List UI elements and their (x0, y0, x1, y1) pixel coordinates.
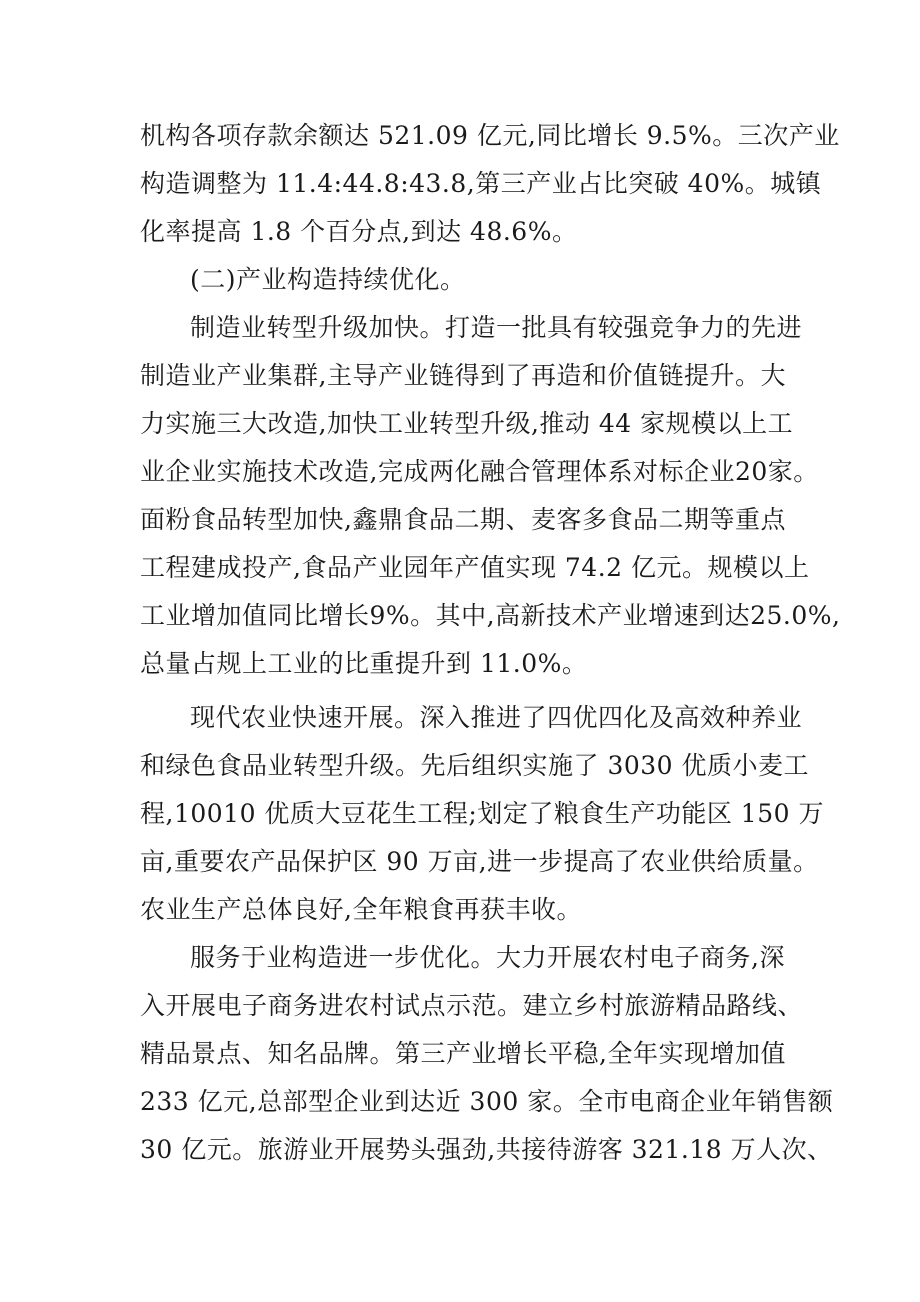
text-line: 30 亿元。旅游业开展势头强劲,共接待游客 321.18 万人次、 (140, 1135, 833, 1164)
text-line: 制造业产业集群,主导产业链得到了再造和价值链提升。大 (140, 361, 786, 390)
text-line: 服务于业构造进一步优化。大力开展农村电子商务,深 (190, 943, 785, 972)
text-line: 面粉食品转型加快,鑫鼎食品二期、麦客多食品二期等重点 (140, 505, 786, 534)
text-line: 233 亿元,总部型企业到达近 300 家。全市电商企业年销售额 (140, 1087, 834, 1116)
text-line: 农业生产总体良好,全年粮食再获丰收。 (140, 895, 582, 924)
text-line: 和绿色食品业转型升级。先后组织实施了 3030 优质小麦工 (140, 751, 810, 780)
section-heading: (二)产业构造持续优化。 (190, 265, 466, 294)
text-line: 化率提高 1.8 个百分点,到达 48.6%。 (140, 217, 578, 246)
text-line: 力实施三大改造,加快工业转型升级,推动 44 家规模以上工 (140, 409, 794, 438)
text-line: 制造业转型升级加快。打造一批具有较强竞争力的先进 (190, 313, 803, 342)
text-line: 入开展电子商务进农村试点示范。建立乡村旅游精品路线、 (140, 991, 804, 1020)
text-line: 构造调整为 11.4:44.8:43.8,第三产业占比突破 40%。城镇 (140, 169, 822, 198)
text-line: 业企业实施技术改造,完成两化融合管理体系对标企业20家。 (140, 457, 819, 486)
text-line: 程,10010 优质大豆花生工程;划定了粮食生产功能区 150 万 (140, 799, 824, 828)
text-line: 工业增加值同比增长9%。其中,高新技术产业增速到达25.0%, (140, 601, 841, 630)
text-line: 精品景点、知名品牌。第三产业增长平稳,全年实现增加值 (140, 1039, 786, 1068)
text-line: 总量占规上工业的比重提升到 11.0%。 (140, 649, 588, 678)
text-line: 工程建成投产,食品产业园年产值实现 74.2 亿元。规模以上 (140, 553, 810, 582)
text-line: 机构各项存款余额达 521.09 亿元,同比增长 9.5%。三次产业 (140, 121, 840, 150)
text-line: 现代农业快速开展。深入推进了四优四化及高效种养业 (190, 703, 803, 732)
text-line: 亩,重要农产品保护区 90 万亩,进一步提高了农业供给质量。 (140, 847, 819, 876)
